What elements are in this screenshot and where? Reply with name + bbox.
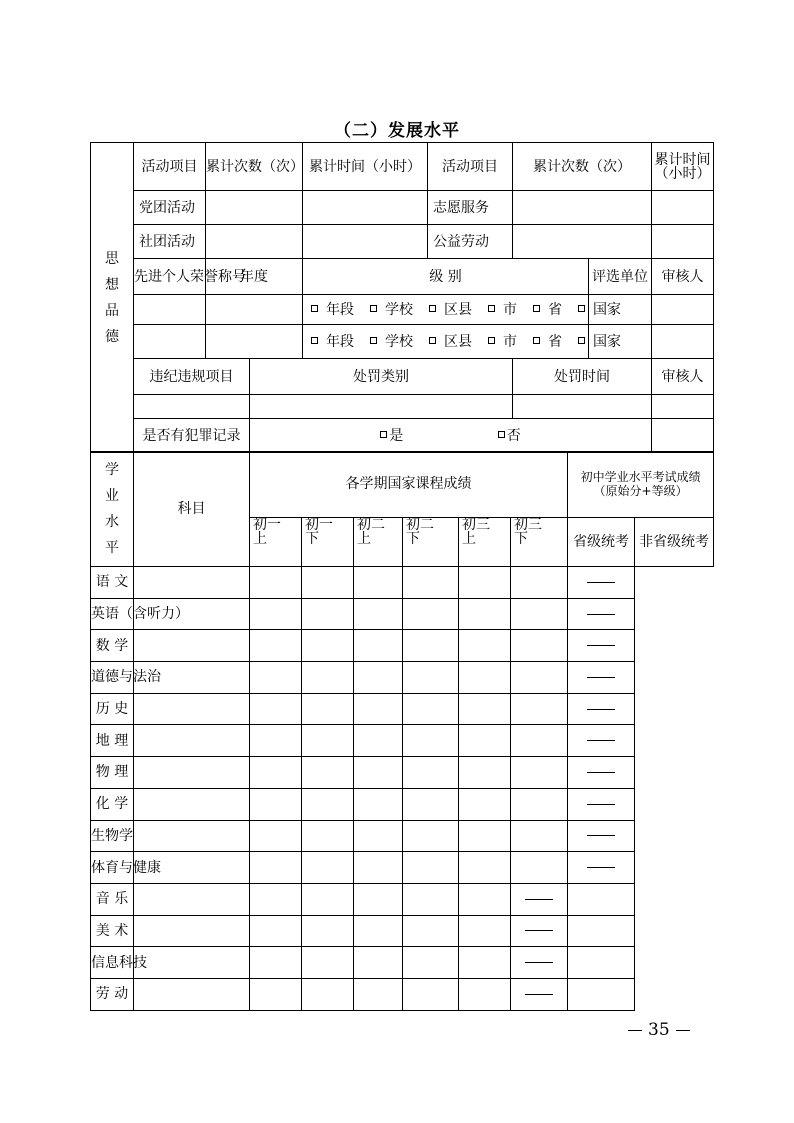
level-option-label: 市 xyxy=(503,333,517,350)
checkbox-icon xyxy=(429,305,436,312)
exam-grade-cell[interactable] xyxy=(511,567,568,599)
exam-grade-header xyxy=(568,452,714,518)
checkbox-icon xyxy=(311,337,318,344)
honor-year-cell[interactable] xyxy=(206,325,303,359)
not-applicable-cell xyxy=(568,598,635,630)
honor-level-options xyxy=(303,325,621,359)
grade-cell[interactable] xyxy=(134,978,250,1010)
crime-reviewer-cell[interactable] xyxy=(652,419,714,453)
grade-cell[interactable] xyxy=(302,630,354,662)
grade-cell[interactable] xyxy=(459,820,511,852)
header-line: 初二 xyxy=(406,516,434,533)
subject-name: 音 乐 xyxy=(91,883,134,915)
exam-grade-cell[interactable] xyxy=(511,757,568,789)
violation-header-time: 处罚时间 xyxy=(513,359,652,395)
subject-row xyxy=(91,598,714,630)
grade-cell[interactable] xyxy=(354,788,403,820)
level-option[interactable] xyxy=(574,334,625,350)
honor-header-title: 先进个人荣誉称号 xyxy=(134,259,206,295)
section-label-char: 水 xyxy=(105,514,119,530)
subject-row xyxy=(91,978,714,1010)
grade-cell[interactable] xyxy=(354,947,403,979)
activity-header-time-2 xyxy=(652,143,714,191)
header-line: 初一 xyxy=(305,516,333,533)
grade-cell[interactable] xyxy=(250,947,302,979)
grade-cell[interactable] xyxy=(354,978,403,1010)
grade-cell[interactable] xyxy=(302,598,354,630)
checkbox-icon xyxy=(533,337,540,344)
dash-icon xyxy=(587,677,615,678)
grade-cell[interactable] xyxy=(459,630,511,662)
grade-cell[interactable] xyxy=(302,852,354,884)
grade-cell[interactable] xyxy=(134,883,250,915)
header-line: 初中学业水平考试成绩 xyxy=(580,470,701,485)
grade-cell[interactable] xyxy=(250,883,302,915)
subject-name: 英语（含听力） xyxy=(91,598,134,630)
grade-cell[interactable] xyxy=(134,567,250,599)
exam-grade-cell[interactable] xyxy=(568,883,635,915)
term-header xyxy=(459,517,511,567)
grade-cell[interactable] xyxy=(302,567,354,599)
grade-cell[interactable] xyxy=(354,693,403,725)
subject-row xyxy=(91,757,714,789)
exam-grade-cell[interactable] xyxy=(511,693,568,725)
honor-header-reviewer: 审核人 xyxy=(652,259,714,295)
honor-row xyxy=(91,325,714,359)
section-label-char: 学 xyxy=(105,462,119,478)
grade-cell[interactable] xyxy=(302,757,354,789)
activity-count-cell[interactable] xyxy=(513,191,652,225)
not-applicable-cell xyxy=(568,820,635,852)
not-applicable-cell xyxy=(568,662,635,694)
level-option[interactable] xyxy=(484,334,521,350)
grade-cell[interactable] xyxy=(354,852,403,884)
page-number-text: 35 xyxy=(648,1020,670,1040)
violation-time-cell[interactable] xyxy=(513,395,652,419)
grade-cell[interactable] xyxy=(250,567,302,599)
grade-cell[interactable] xyxy=(354,820,403,852)
subject-name: 化 学 xyxy=(91,788,134,820)
grade-cell[interactable] xyxy=(134,915,250,947)
grade-cell[interactable] xyxy=(354,757,403,789)
not-applicable-cell xyxy=(511,978,568,1010)
header-line: 下 xyxy=(406,530,420,547)
academic-section-label xyxy=(91,452,134,567)
honor-row xyxy=(91,295,714,325)
level-option[interactable] xyxy=(574,302,625,318)
crime-option-yes[interactable]: 是 xyxy=(380,428,403,444)
checkbox-icon xyxy=(578,337,585,344)
grade-cell[interactable] xyxy=(250,725,302,757)
section-label-char: 品 xyxy=(105,302,119,319)
grade-cell[interactable] xyxy=(134,630,250,662)
dash-icon xyxy=(587,772,615,773)
exam-grade-cell[interactable] xyxy=(511,788,568,820)
subject-name: 劳 动 xyxy=(91,978,134,1010)
term-header xyxy=(354,517,403,567)
header-line: （小时） xyxy=(654,165,711,182)
not-applicable-cell xyxy=(568,788,635,820)
honor-header-unit: 评选单位 xyxy=(589,259,652,295)
grade-cell[interactable] xyxy=(459,947,511,979)
violation-header-reviewer: 审核人 xyxy=(652,359,714,395)
activity-count-cell[interactable] xyxy=(513,225,652,259)
grade-cell[interactable] xyxy=(250,693,302,725)
grade-cell[interactable] xyxy=(250,978,302,1010)
activity-header-time: 累计时间（小时） xyxy=(303,143,428,191)
grade-cell[interactable] xyxy=(134,757,250,789)
grade-cell[interactable] xyxy=(134,947,250,979)
level-option-label: 国家 xyxy=(593,301,621,318)
honor-level-options xyxy=(303,295,621,325)
activity-count-cell[interactable] xyxy=(206,191,303,225)
activity-header-item: 活动项目 xyxy=(134,143,206,191)
grade-cell[interactable] xyxy=(354,883,403,915)
grade-cell[interactable] xyxy=(403,630,459,662)
subject-name: 地 理 xyxy=(91,725,134,757)
course-grade-header: 各学期国家课程成绩 xyxy=(250,452,568,518)
not-applicable-cell xyxy=(568,693,635,725)
level-option-label: 区县 xyxy=(444,301,472,318)
section-label-char: 德 xyxy=(105,328,119,345)
header-line: （原始分+等级） xyxy=(593,484,688,499)
violation-reviewer-cell[interactable] xyxy=(652,395,714,419)
dash-icon xyxy=(587,645,615,646)
dash-icon xyxy=(587,740,615,741)
crime-row xyxy=(91,419,714,453)
not-applicable-cell xyxy=(568,567,635,599)
grade-cell[interactable] xyxy=(459,788,511,820)
grade-cell[interactable] xyxy=(459,662,511,694)
activity-row xyxy=(91,225,714,259)
activity-header-count-2: 累计次数（次） xyxy=(513,143,652,191)
activity-time-cell[interactable] xyxy=(652,225,714,259)
grade-cell[interactable] xyxy=(403,567,459,599)
honor-header-row xyxy=(91,259,714,295)
subject-row xyxy=(91,567,714,599)
activity-header-item-2: 活动项目 xyxy=(428,143,513,191)
grade-cell[interactable] xyxy=(403,978,459,1010)
subject-name: 道德与法治 xyxy=(91,662,134,694)
grade-cell[interactable] xyxy=(403,915,459,947)
honor-reviewer-cell[interactable] xyxy=(652,295,714,325)
header-line: 初一 xyxy=(253,516,281,533)
grade-cell[interactable] xyxy=(250,788,302,820)
subject-row xyxy=(91,820,714,852)
checkbox-icon xyxy=(370,337,377,344)
grade-cell[interactable] xyxy=(403,788,459,820)
exam-grade-cell[interactable] xyxy=(568,947,635,979)
activity-time-cell[interactable] xyxy=(303,191,428,225)
exam-col-header: 非省级统考 xyxy=(635,517,714,567)
term-header xyxy=(250,517,302,567)
term-header xyxy=(403,517,459,567)
section-label-char: 思 xyxy=(105,250,119,267)
grade-cell[interactable] xyxy=(403,662,459,694)
exam-grade-cell[interactable] xyxy=(511,598,568,630)
conduct-section-label xyxy=(91,143,134,453)
grade-cell[interactable] xyxy=(354,598,403,630)
subject-row xyxy=(91,630,714,662)
exam-grade-cell[interactable] xyxy=(511,630,568,662)
grade-cell[interactable] xyxy=(403,725,459,757)
grade-cell[interactable] xyxy=(354,630,403,662)
exam-grade-cell[interactable] xyxy=(511,725,568,757)
header-line: 累计时间 xyxy=(654,151,711,168)
exam-grade-cell[interactable] xyxy=(511,820,568,852)
crime-options xyxy=(250,419,652,453)
header-line: 初三 xyxy=(462,516,490,533)
checkbox-icon xyxy=(311,305,318,312)
exam-col-header: 省级统考 xyxy=(568,517,635,567)
not-applicable-cell xyxy=(568,852,635,884)
honor-title-cell[interactable] xyxy=(134,325,206,359)
grade-cell[interactable] xyxy=(459,598,511,630)
dash-icon xyxy=(525,962,553,963)
section-label-char: 业 xyxy=(105,488,119,504)
subject-row xyxy=(91,915,714,947)
level-option[interactable] xyxy=(366,334,417,350)
grade-cell[interactable] xyxy=(302,947,354,979)
level-option[interactable] xyxy=(307,334,358,350)
level-option-label: 市 xyxy=(503,301,517,318)
dash-icon xyxy=(525,994,553,995)
grade-cell[interactable] xyxy=(459,567,511,599)
grade-cell[interactable] xyxy=(250,598,302,630)
header-line: 上 xyxy=(357,530,371,547)
header-line: 初二 xyxy=(357,516,385,533)
level-option-label: 国家 xyxy=(593,333,621,350)
grade-cell[interactable] xyxy=(302,788,354,820)
exam-grade-cell[interactable] xyxy=(511,852,568,884)
subject-name: 语 文 xyxy=(91,567,134,599)
grade-cell[interactable] xyxy=(134,788,250,820)
activity-item-label: 社团活动 xyxy=(134,225,206,259)
violation-item-cell[interactable] xyxy=(134,395,250,419)
academic-table xyxy=(90,451,714,1011)
subject-row xyxy=(91,662,714,694)
not-applicable-cell xyxy=(511,883,568,915)
activity-row xyxy=(91,191,714,225)
level-option[interactable] xyxy=(425,334,476,350)
dash-icon xyxy=(525,899,553,900)
grade-cell[interactable] xyxy=(250,757,302,789)
activity-item-label: 志愿服务 xyxy=(428,191,513,225)
grade-cell[interactable] xyxy=(459,915,511,947)
subject-name: 生物学 xyxy=(91,820,134,852)
grade-cell[interactable] xyxy=(250,915,302,947)
dash-icon xyxy=(587,835,615,836)
term-header xyxy=(302,517,354,567)
grade-cell[interactable] xyxy=(134,725,250,757)
subject-name: 体育与健康 xyxy=(91,852,134,884)
activity-header-count: 累计次数（次） xyxy=(206,143,303,191)
honor-title-cell[interactable] xyxy=(134,295,206,325)
academic-header-row xyxy=(91,452,714,518)
violation-row xyxy=(91,395,714,419)
dash-icon xyxy=(587,614,615,615)
subject-name: 美 术 xyxy=(91,915,134,947)
grade-cell[interactable] xyxy=(403,852,459,884)
grade-cell[interactable] xyxy=(403,693,459,725)
checkbox-icon xyxy=(370,305,377,312)
activity-item-label: 公益劳动 xyxy=(428,225,513,259)
grade-cell[interactable] xyxy=(302,662,354,694)
grade-cell[interactable] xyxy=(134,693,250,725)
level-option-label: 年段 xyxy=(326,301,354,318)
subject-header: 科目 xyxy=(134,452,250,567)
subject-row xyxy=(91,852,714,884)
grade-cell[interactable] xyxy=(354,662,403,694)
grade-cell[interactable] xyxy=(459,725,511,757)
activity-header-row xyxy=(91,143,714,191)
level-option[interactable] xyxy=(425,302,476,318)
grade-cell[interactable] xyxy=(403,947,459,979)
honor-year-cell[interactable] xyxy=(206,295,303,325)
checkbox-icon xyxy=(488,337,495,344)
dash-icon xyxy=(587,582,615,583)
not-applicable-cell xyxy=(511,947,568,979)
subject-row xyxy=(91,693,714,725)
grade-cell[interactable] xyxy=(459,883,511,915)
level-option-label: 学校 xyxy=(385,301,413,318)
level-option-label: 年段 xyxy=(326,333,354,350)
grade-cell[interactable] xyxy=(459,693,511,725)
violation-header-item: 违纪违规项目 xyxy=(134,359,250,395)
grade-cell[interactable] xyxy=(302,978,354,1010)
activity-time-cell[interactable] xyxy=(303,225,428,259)
subject-row xyxy=(91,788,714,820)
not-applicable-cell xyxy=(568,757,635,789)
level-option-label: 省 xyxy=(548,301,562,318)
term-header xyxy=(511,517,568,567)
page-number xyxy=(622,1020,696,1040)
crime-label: 是否有犯罪记录 xyxy=(134,419,250,453)
grade-cell[interactable] xyxy=(459,757,511,789)
subject-name: 数 学 xyxy=(91,630,134,662)
header-line: 下 xyxy=(305,530,319,547)
subject-name: 信息科技 xyxy=(91,947,134,979)
violation-type-cell[interactable] xyxy=(250,395,513,419)
grade-cell[interactable] xyxy=(250,630,302,662)
crime-option-no[interactable]: 否 xyxy=(498,428,521,444)
level-option[interactable] xyxy=(484,302,521,318)
grade-cell[interactable] xyxy=(354,567,403,599)
page-title: （二）发展水平 xyxy=(334,121,460,141)
checkbox-icon xyxy=(429,337,436,344)
honor-header-year: 年度 xyxy=(206,259,303,295)
activity-count-cell[interactable] xyxy=(206,225,303,259)
exam-grade-cell[interactable] xyxy=(511,662,568,694)
violation-header-type: 处罚类别 xyxy=(250,359,513,395)
grade-cell[interactable] xyxy=(302,883,354,915)
grade-cell[interactable] xyxy=(354,915,403,947)
checkbox-icon xyxy=(533,305,540,312)
dash-icon xyxy=(587,709,615,710)
level-option-label: 学校 xyxy=(385,333,413,350)
grade-cell[interactable] xyxy=(302,915,354,947)
checkbox-icon xyxy=(380,431,387,438)
subject-name: 历 史 xyxy=(91,693,134,725)
checkbox-icon xyxy=(578,305,585,312)
dash-icon xyxy=(676,1030,690,1031)
checkbox-icon xyxy=(488,305,495,312)
grade-cell[interactable] xyxy=(459,852,511,884)
level-option[interactable] xyxy=(307,302,358,318)
level-option-label: 区县 xyxy=(444,333,472,350)
subject-name: 物 理 xyxy=(91,757,134,789)
grade-cell[interactable] xyxy=(459,978,511,1010)
grade-cell[interactable] xyxy=(250,662,302,694)
exam-grade-cell[interactable] xyxy=(568,978,635,1010)
not-applicable-cell xyxy=(511,915,568,947)
activity-item-label: 党团活动 xyxy=(134,191,206,225)
level-option[interactable] xyxy=(366,302,417,318)
grade-cell[interactable] xyxy=(302,725,354,757)
level-option-label: 省 xyxy=(548,333,562,350)
grade-cell[interactable] xyxy=(403,757,459,789)
dash-icon xyxy=(628,1030,642,1031)
not-applicable-cell xyxy=(568,725,635,757)
level-option[interactable] xyxy=(529,302,566,318)
section-label-char: 平 xyxy=(105,540,119,556)
dash-icon xyxy=(587,804,615,805)
section-label-char: 想 xyxy=(105,276,119,293)
grade-cell[interactable] xyxy=(302,693,354,725)
header-line: 上 xyxy=(462,530,476,547)
level-option[interactable] xyxy=(529,334,566,350)
subject-row xyxy=(91,725,714,757)
violation-header-row xyxy=(91,359,714,395)
header-line: 上 xyxy=(253,530,267,547)
honor-header-level: 级 别 xyxy=(303,259,589,295)
grade-cell[interactable] xyxy=(403,598,459,630)
grade-cell[interactable] xyxy=(134,820,250,852)
subject-row xyxy=(91,947,714,979)
honor-reviewer-cell[interactable] xyxy=(652,325,714,359)
grade-cell[interactable] xyxy=(302,820,354,852)
not-applicable-cell xyxy=(568,630,635,662)
activity-time-cell[interactable] xyxy=(652,191,714,225)
grade-cell[interactable] xyxy=(403,820,459,852)
dash-icon xyxy=(587,867,615,868)
dash-icon xyxy=(525,930,553,931)
subject-row xyxy=(91,883,714,915)
grade-cell[interactable] xyxy=(354,725,403,757)
conduct-table xyxy=(90,142,714,453)
grade-cell[interactable] xyxy=(250,820,302,852)
exam-grade-cell[interactable] xyxy=(568,915,635,947)
header-line: 初三 xyxy=(514,516,542,533)
grade-cell[interactable] xyxy=(403,883,459,915)
checkbox-icon xyxy=(498,431,505,438)
grade-cell[interactable] xyxy=(250,852,302,884)
header-line: 下 xyxy=(514,530,528,547)
